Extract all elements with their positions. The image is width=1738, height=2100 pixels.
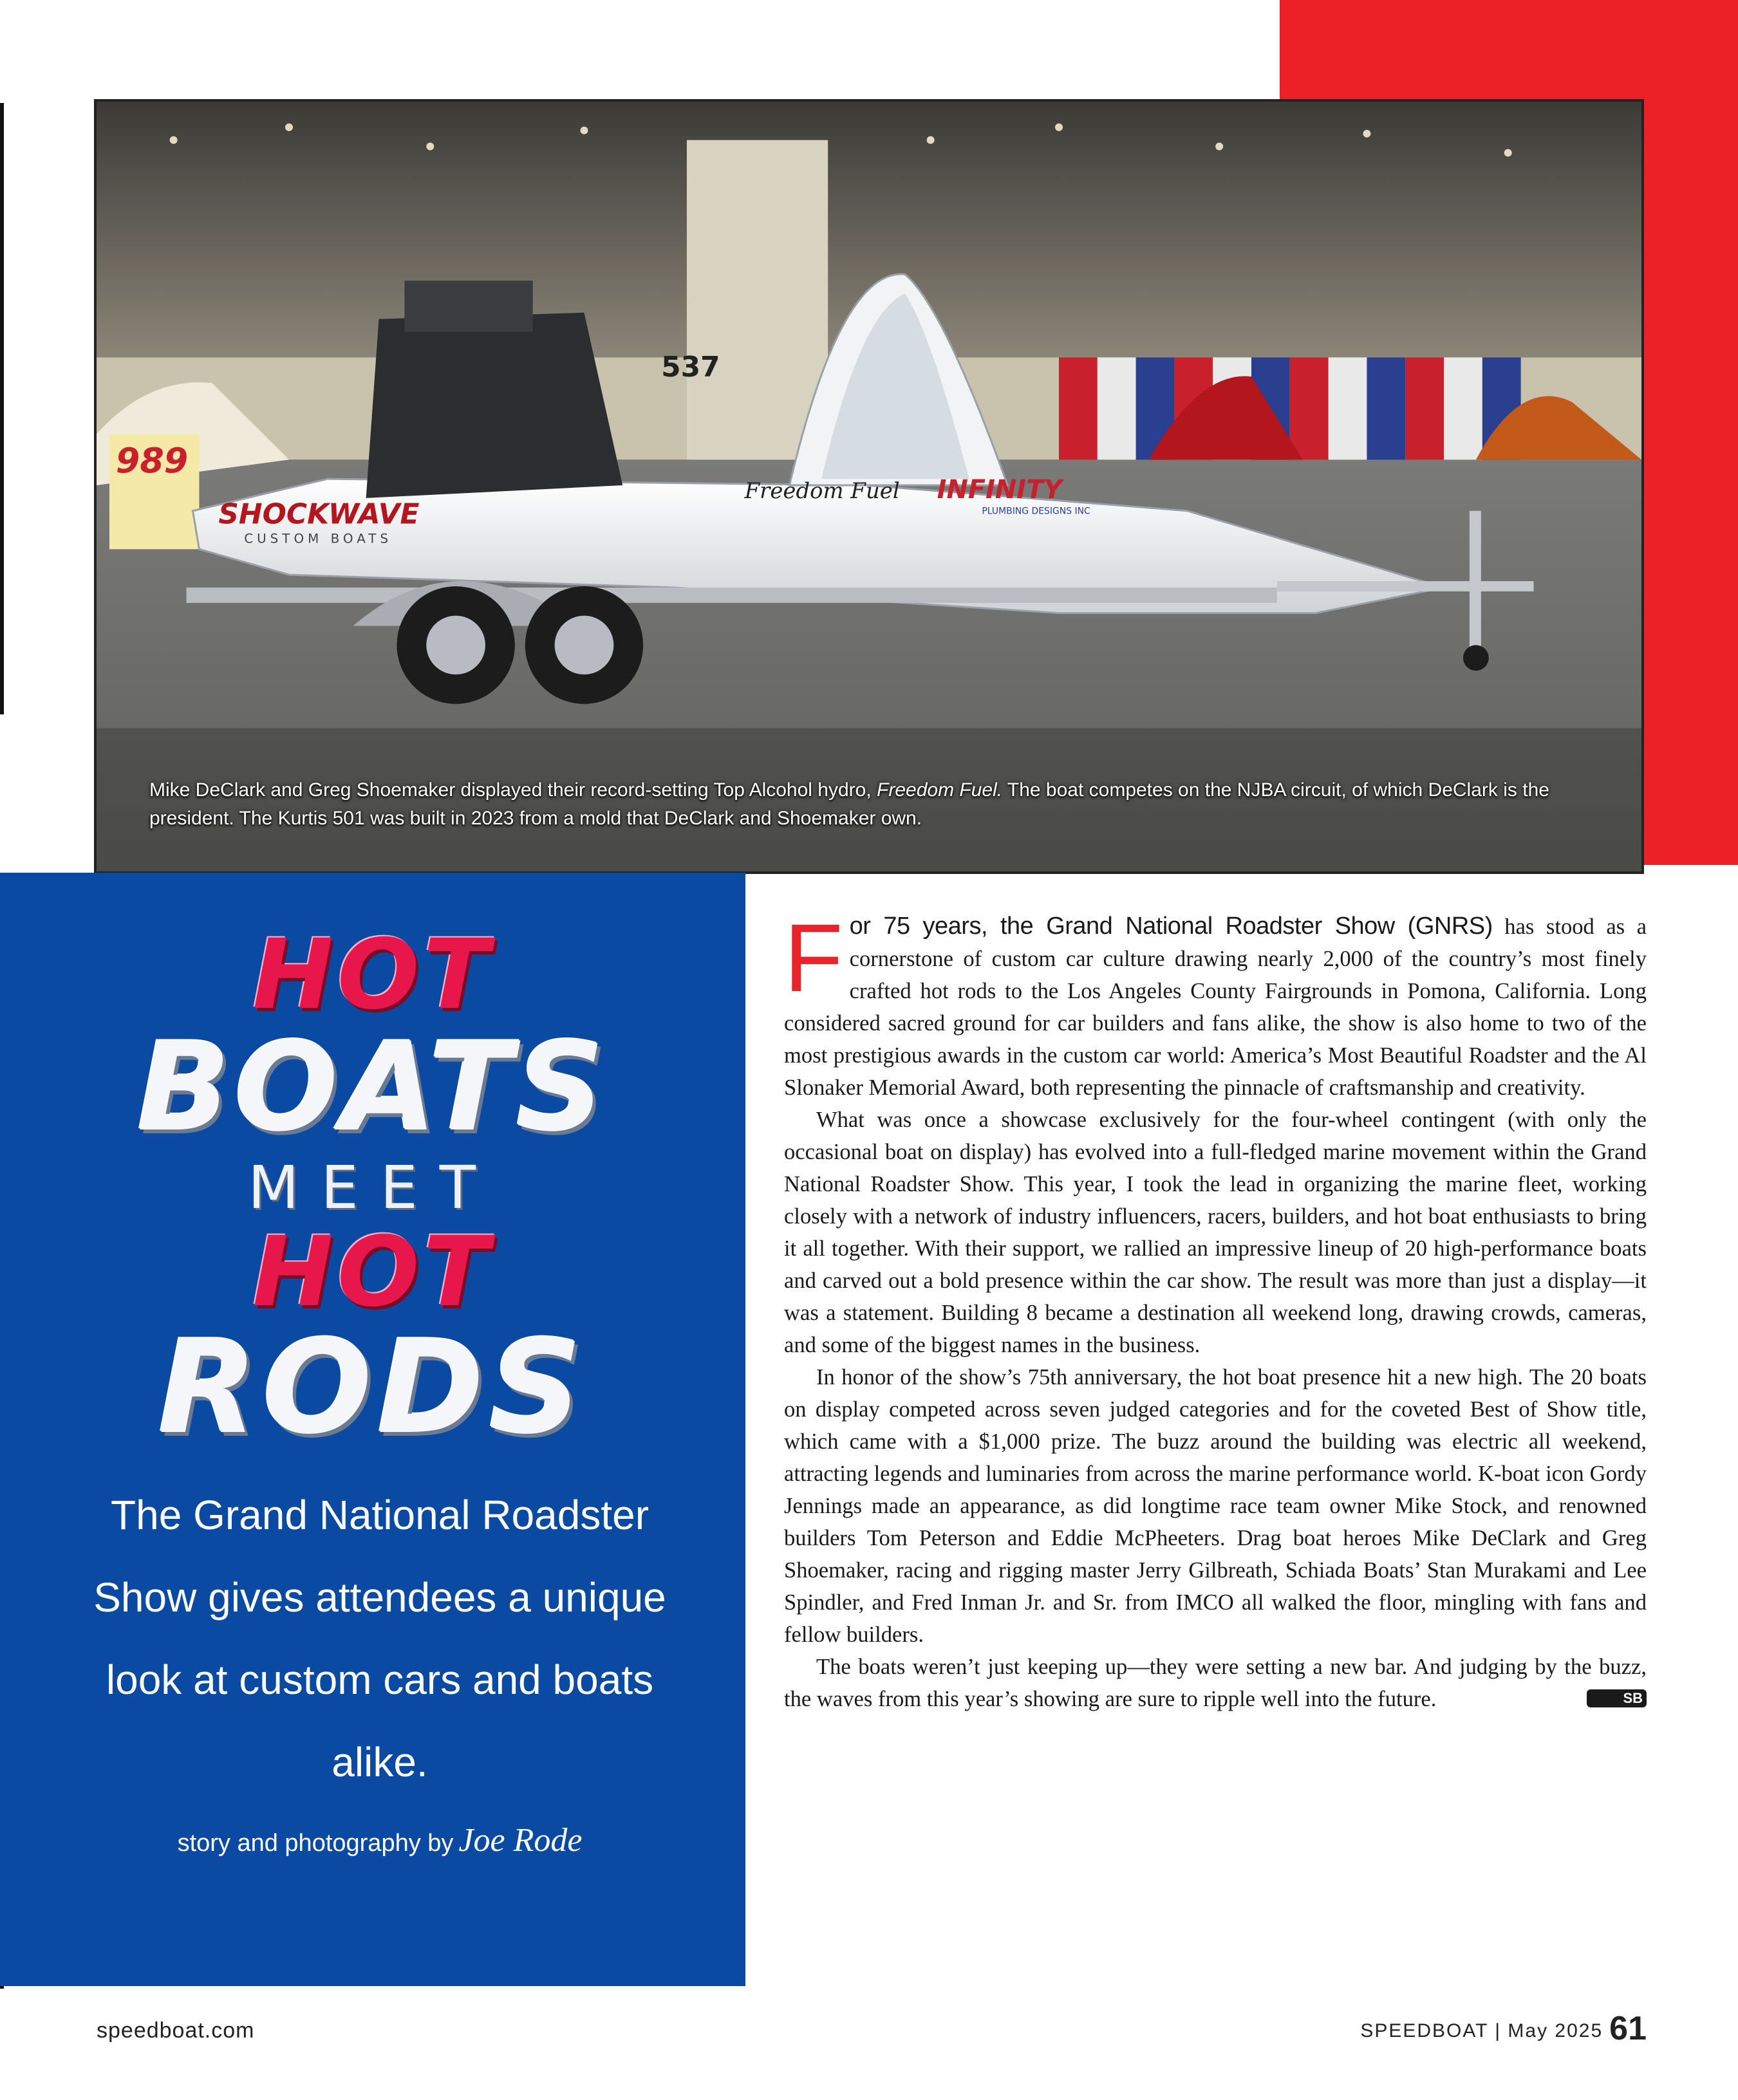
drop-cap: F (784, 904, 843, 1012)
byline-prefix: story and photography by (177, 1830, 454, 1857)
svg-text:Freedom Fuel: Freedom Fuel (744, 478, 900, 503)
svg-text:SHOCKWAVE: SHOCKWAVE (218, 497, 420, 531)
svg-text:989: 989 (115, 440, 189, 481)
title-rods: RODS (158, 1313, 588, 1463)
caption-boat-name: Freedom Fuel. (877, 779, 1003, 801)
byline (64, 1821, 695, 1859)
paragraph-text: The boats weren’t just keeping up—they were setting a new bar. And judging by the buzz, the waves from this year’s showing are sure to ripple well into the future. (784, 1655, 1647, 1711)
paragraph (784, 904, 1647, 1104)
page-number: 61 (1609, 2010, 1647, 2047)
footer-website: speedboat.com (97, 2018, 255, 2043)
svg-text:INFINITY: INFINITY (937, 474, 1063, 505)
paragraph-text: has stood as a cornerstone of custom car culture drawing nearly 2,000 of the country’s most finely crafted hot rods to the Los Angeles County Fairgrounds in Pomona, California. Long considered sacred ground for car builders and fans alike, the show is also home to two of the most prestigious awards in the custom car world: America’s Most Beautiful Roadster and the Al Slonaker Memorial Award, both representing the pinnacle of craftsmanship and creativity. (784, 915, 1647, 1100)
caption-text: The boat competes on the NJBA circuit, of which DeClark is the president. The Kurtis 501 was built in 2023 from a mold that DeClark and Shoemaker own. (149, 779, 1549, 829)
lead-in: or 75 years, the Grand National Roadster Show (GNRS) (849, 913, 1493, 940)
article-body (784, 904, 1647, 1715)
article-deck: The Grand National Roadster Show gives attendees a unique look at custom cars and boats alike. (93, 1492, 666, 1785)
boat-show-photo (94, 99, 1644, 874)
photo-caption (149, 776, 1598, 833)
paragraph: What was once a showcase exclusively for the four-wheel contingent (with only the occasional boat on display) has evolved into a full-fledged marine movement within the Grand National Roadster Show. This year, I took the lead in organizing the marine fleet, working closely with a network of industry influencers, racers, builders, and hot boat enthusiasts to bring it all together. With their support, we rallied an impressive lineup of 20 high-performance boats and carved out a bold presence within the car show. The result was more than just a display—it was a statement. Building 8 became a destination all weekend long, drawing crowds, cameras, and some of the biggest names in the business. (784, 1108, 1647, 1357)
svg-text:CUSTOM BOATS: CUSTOM BOATS (244, 531, 393, 546)
title-hot: HOT (252, 919, 493, 1031)
caption-text: Mike DeClark and Greg Shoemaker displayed their record-setting Top Alcohol hydro, (149, 779, 877, 801)
svg-text:537: 537 (661, 351, 720, 384)
photo-illustration (97, 102, 1641, 871)
footer-issue: SPEEDBOAT | May 2025 (1360, 2020, 1603, 2041)
svg-text:PLUMBING DESIGNS INC: PLUMBING DESIGNS INC (982, 506, 1090, 517)
title-meet: MEET (248, 1153, 498, 1222)
paragraph (784, 1651, 1647, 1715)
footer-folio (1360, 2009, 1647, 2048)
article-title (0, 919, 745, 1463)
left-edge-rule (0, 103, 4, 714)
paragraph: In honor of the show’s 75th anniversary, the hot boat presence hit a new high. The 20 boats on display competed across seven judged categories and for the coveted Best of Show title, which came with a $1,000 prize. The buzz around the building was electric all weekend, attracting legends and luminaries from across the marine performance world. K-boat icon Gordy Jennings made an appearance, as did longtime race team owner Mike Stock, and renowned builders Tom Peterson and Eddie McPheeters. Drag boat heroes Mike DeClark and Greg Shoemaker, racing and rigging master Jerry Gilbreath, Schiada Boats’ Stan Murakami and Lee Spindler, and Fred Inman Jr. and Sr. from IMCO all walked the floor, mingling with fans and fellow builders. (784, 1365, 1647, 1647)
end-mark: SB (1587, 1689, 1647, 1707)
title-hot: HOT (252, 1216, 493, 1328)
author-name: Joe Rode (458, 1822, 583, 1859)
title-boats: BOATS (137, 1016, 608, 1158)
